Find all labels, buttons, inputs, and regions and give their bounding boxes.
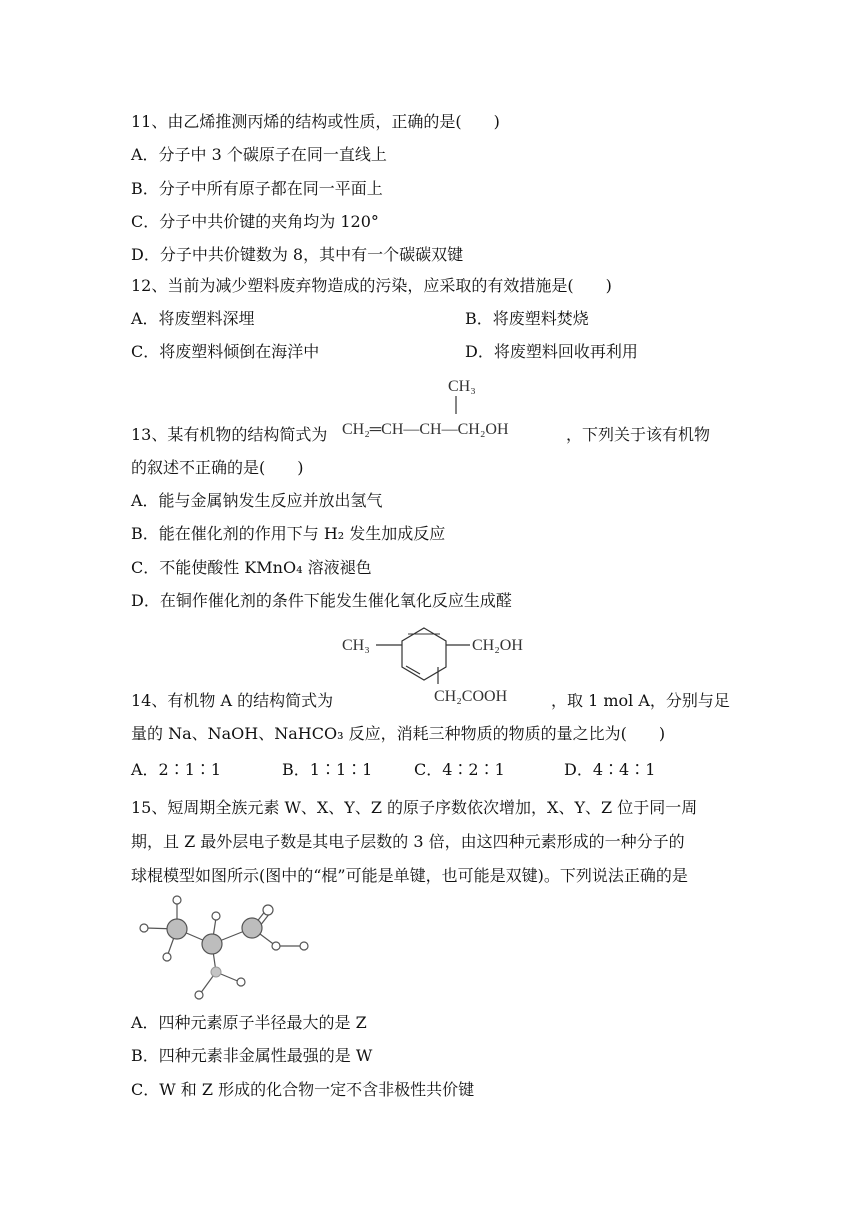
atom-hydrogen-4 bbox=[212, 912, 220, 920]
q13-structural-formula bbox=[338, 372, 568, 442]
atom-oxygen-2 bbox=[272, 942, 280, 950]
q15-option-c: C．W 和 Z 形成的化合物一定不含非极性共价键 bbox=[131, 1080, 475, 1099]
formula-main-chain: CH₂═CH—CH—CH₂OH bbox=[342, 421, 509, 438]
q15-option-a: A．四种元素原子半径最大的是 Z bbox=[131, 1013, 367, 1032]
ball-and-stick-model bbox=[132, 890, 322, 1002]
substituent-ch2oh: CH₂OH bbox=[472, 637, 523, 654]
q15-option-b: B．四种元素非金属性最强的是 W bbox=[131, 1046, 373, 1065]
q15-stem-line1: 15、短周期全族元素 W、X、Y、Z 的原子序数依次增加，X、Y、Z 位于同一周 bbox=[131, 798, 698, 817]
atom-nitrogen bbox=[211, 967, 221, 977]
atom-oxygen bbox=[263, 905, 273, 915]
atom-carbon-1 bbox=[167, 919, 187, 939]
q13-stem-start: 13、某有机物的结构简式为 bbox=[131, 425, 328, 444]
formula-branch-ch3: CH₃ bbox=[448, 378, 476, 395]
q12-option-a: A．将废塑料深埋 bbox=[131, 309, 255, 328]
q12-stem: 12、当前为减少塑料废弃物造成的污染，应采取的有效措施是( ) bbox=[131, 276, 612, 295]
q12-option-d: D．将废塑料回收再利用 bbox=[465, 342, 638, 361]
q13-option-b: B．能在催化剂的作用下与 H₂ 发生加成反应 bbox=[131, 524, 446, 543]
atom-hydrogen-3 bbox=[163, 953, 171, 961]
atom-carbon-3 bbox=[242, 918, 262, 938]
q15-stem-line2: 期，且 Z 最外层电子数是其电子层数的 3 倍，由这四种元素形成的一种分子的 bbox=[131, 832, 685, 851]
substituent-ch3: CH₃ bbox=[342, 637, 370, 654]
q14-stem-end: ，取 1 mol A，分别与足 bbox=[551, 691, 730, 710]
q15-stem-line3: 球棍模型如图所示(图中的“棍”可能是单键，也可能是双键)。下列说法正确的是 bbox=[131, 866, 688, 885]
q11-option-d: D．分子中共价键数为 8，其中有一个碳碳双键 bbox=[131, 245, 464, 264]
substituent-ch2cooh: CH₂COOH bbox=[434, 688, 508, 705]
q13-stem-end: ，下列关于该有机物 bbox=[566, 425, 711, 444]
q14-stem-line2: 量的 Na、NaOH、NaHCO₃ 反应，消耗三种物质的物质的量之比为( ) bbox=[131, 724, 666, 743]
q14-option-b: B．1∶1∶1 bbox=[282, 760, 373, 779]
q13-option-c: C．不能使酸性 KMnO₄ 溶液褪色 bbox=[131, 558, 372, 577]
q14-option-a: A．2∶1∶1 bbox=[131, 760, 222, 779]
atom-hydrogen-5 bbox=[195, 991, 203, 999]
q11-option-a: A．分子中 3 个碳原子在同一直线上 bbox=[131, 145, 387, 164]
atom-hydrogen-1 bbox=[173, 896, 181, 904]
q13-option-a: A．能与金属钠发生反应并放出氢气 bbox=[131, 491, 383, 510]
atom-hydrogen-2 bbox=[140, 924, 148, 932]
q13-stem-line2: 的叙述不正确的是( ) bbox=[131, 458, 304, 477]
q11-stem: 11、由乙烯推测丙烯的结构或性质，正确的是( ) bbox=[131, 112, 500, 131]
q14-structural-formula bbox=[340, 620, 560, 710]
q13-option-d: D．在铜作催化剂的条件下能发生催化氧化反应生成醛 bbox=[131, 591, 512, 610]
benzene-ring bbox=[402, 628, 446, 680]
q12-option-b: B．将废塑料焚烧 bbox=[465, 309, 589, 328]
atom-hydrogen-6 bbox=[237, 978, 245, 986]
q11-option-b: B．分子中所有原子都在同一平面上 bbox=[131, 179, 383, 198]
q12-option-c: C．将废塑料倾倒在海洋中 bbox=[131, 342, 320, 361]
atom-carbon-2 bbox=[202, 934, 222, 954]
atom-hydrogen-7 bbox=[300, 942, 308, 950]
q14-option-c: C．4∶2∶1 bbox=[414, 760, 505, 779]
q14-stem-start: 14、有机物 A 的结构简式为 bbox=[131, 691, 334, 710]
q11-option-c: C．分子中共价键的夹角均为 120° bbox=[131, 212, 379, 231]
q14-option-d: D．4∶4∶1 bbox=[564, 760, 656, 779]
